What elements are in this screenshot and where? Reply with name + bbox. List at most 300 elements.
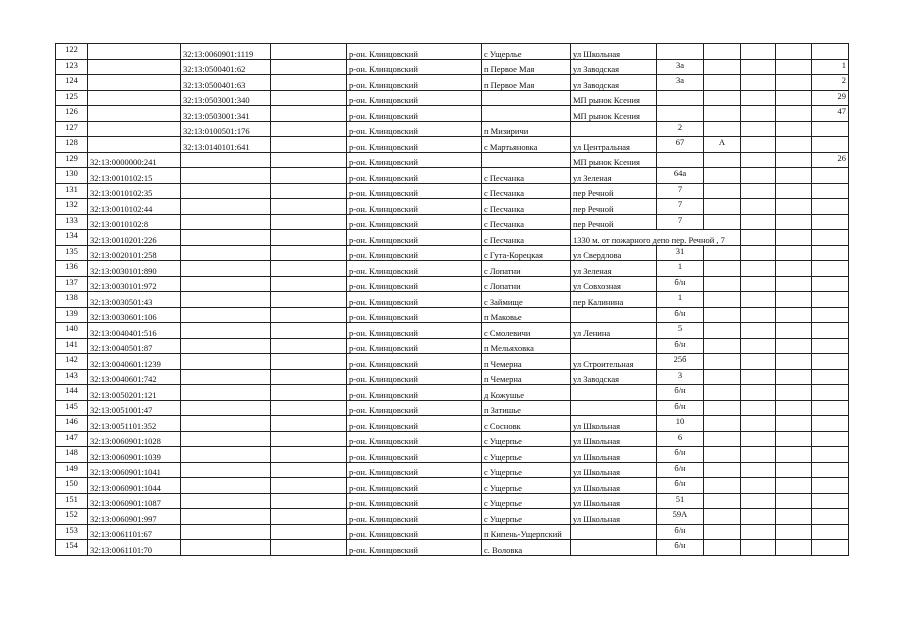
house-number-cell: б/н (657, 276, 704, 292)
house-letter-cell (704, 524, 741, 540)
cadastral-number-cell (88, 90, 181, 106)
street-cell: ул Школьная (571, 493, 657, 509)
street-cell: 1330 м. от пожарного депо пер. Речной , 7 (571, 230, 741, 246)
apartment-cell (812, 338, 849, 354)
empty-cell (271, 509, 347, 525)
table-row (56, 509, 849, 525)
street-cell (571, 338, 657, 354)
apartment-cell (812, 493, 849, 509)
house-letter-cell (704, 183, 741, 199)
building-cell (741, 59, 776, 75)
cadastral-number-alt-cell (181, 462, 271, 478)
empty-cell (776, 509, 812, 525)
cadastral-number-cell: 32:13:0060901:1087 (88, 493, 181, 509)
building-cell (741, 121, 776, 137)
empty-cell (776, 416, 812, 432)
building-cell (741, 338, 776, 354)
district-cell: р-он. Клинцовский (347, 447, 482, 463)
empty-cell (271, 199, 347, 215)
street-cell: пер Калинина (571, 292, 657, 308)
building-cell (741, 214, 776, 230)
cadastral-number-alt-cell (181, 168, 271, 184)
house-number-cell: 7 (657, 214, 704, 230)
building-cell (741, 44, 776, 60)
house-letter-cell (704, 261, 741, 277)
row-number-cell: 132 (56, 199, 88, 215)
house-number-cell: 3 (657, 369, 704, 385)
cadastral-number-cell: 32:13:0030101:890 (88, 261, 181, 277)
empty-cell (776, 276, 812, 292)
apartment-cell: 2 (812, 75, 849, 91)
street-cell: МП рынок Ксения (571, 152, 657, 168)
row-number-cell: 134 (56, 230, 88, 246)
locality-cell: с Ущерпье (482, 431, 571, 447)
street-cell: пер Речной (571, 183, 657, 199)
row-number-cell: 151 (56, 493, 88, 509)
row-number-cell: 133 (56, 214, 88, 230)
district-cell: р-он. Клинцовский (347, 230, 482, 246)
cadastral-number-cell: 32:13:0040401:516 (88, 323, 181, 339)
empty-cell (271, 323, 347, 339)
apartment-cell (812, 431, 849, 447)
building-cell (741, 199, 776, 215)
street-cell (571, 307, 657, 323)
empty-cell (776, 261, 812, 277)
empty-cell (271, 214, 347, 230)
house-number-cell: 67 (657, 137, 704, 153)
cadastral-number-cell: 32:13:0061101:67 (88, 524, 181, 540)
registry-table (55, 43, 849, 556)
street-cell: ул Школьная (571, 478, 657, 494)
apartment-cell: 29 (812, 90, 849, 106)
empty-cell (776, 75, 812, 91)
apartment-cell (812, 137, 849, 153)
building-cell (741, 307, 776, 323)
district-cell: р-он. Клинцовский (347, 385, 482, 401)
empty-cell (271, 524, 347, 540)
empty-cell (776, 121, 812, 137)
cadastral-number-alt-cell: 32:13:0500401:63 (181, 75, 271, 91)
building-cell (741, 416, 776, 432)
empty-cell (271, 462, 347, 478)
cadastral-number-cell: 32:13:0060901:1044 (88, 478, 181, 494)
empty-cell (271, 478, 347, 494)
building-cell (741, 152, 776, 168)
locality-cell: с Ущерпье (482, 493, 571, 509)
cadastral-number-cell (88, 59, 181, 75)
registry-table-body (56, 44, 849, 556)
street-cell: ул Школьная (571, 44, 657, 60)
cadastral-number-alt-cell (181, 276, 271, 292)
district-cell: р-он. Клинцовский (347, 152, 482, 168)
row-number-cell: 128 (56, 137, 88, 153)
empty-cell (271, 230, 347, 246)
table-row (56, 292, 849, 308)
cadastral-number-cell: 32:13:0060901:997 (88, 509, 181, 525)
empty-cell (271, 369, 347, 385)
apartment-cell (812, 245, 849, 261)
district-cell: р-он. Клинцовский (347, 90, 482, 106)
house-letter-cell (704, 400, 741, 416)
house-letter-cell (704, 106, 741, 122)
table-row (56, 276, 849, 292)
cadastral-number-cell: 32:13:0051001:47 (88, 400, 181, 416)
table-row (56, 183, 849, 199)
house-letter-cell (704, 276, 741, 292)
row-number-cell: 125 (56, 90, 88, 106)
locality-cell: с Песчанка (482, 214, 571, 230)
cadastral-number-alt-cell: 32:13:0503001:340 (181, 90, 271, 106)
house-letter-cell (704, 307, 741, 323)
cadastral-number-alt-cell (181, 416, 271, 432)
apartment-cell (812, 447, 849, 463)
building-cell (741, 276, 776, 292)
row-number-cell: 148 (56, 447, 88, 463)
empty-cell (776, 462, 812, 478)
empty-cell (271, 447, 347, 463)
empty-cell (271, 90, 347, 106)
row-number-cell: 124 (56, 75, 88, 91)
house-number-cell: 6 (657, 431, 704, 447)
cadastral-number-cell (88, 137, 181, 153)
cadastral-number-alt-cell (181, 338, 271, 354)
empty-cell (776, 493, 812, 509)
street-cell: ул Зеленая (571, 261, 657, 277)
table-row (56, 307, 849, 323)
house-number-cell: 10 (657, 416, 704, 432)
house-letter-cell: А (704, 137, 741, 153)
house-number-cell (657, 90, 704, 106)
table-row (56, 354, 849, 370)
row-number-cell: 141 (56, 338, 88, 354)
row-number-cell: 126 (56, 106, 88, 122)
locality-cell: с. Воловка (482, 540, 571, 556)
empty-cell (776, 245, 812, 261)
empty-cell (776, 90, 812, 106)
empty-cell (271, 292, 347, 308)
table-row (56, 400, 849, 416)
empty-cell (271, 307, 347, 323)
locality-cell: п Чемерна (482, 354, 571, 370)
cadastral-number-alt-cell (181, 261, 271, 277)
table-row (56, 199, 849, 215)
cadastral-number-cell (88, 121, 181, 137)
cadastral-number-cell: 32:13:0010102:15 (88, 168, 181, 184)
street-cell: ул Заводская (571, 369, 657, 385)
building-cell (741, 509, 776, 525)
apartment-cell (812, 292, 849, 308)
district-cell: р-он. Клинцовский (347, 400, 482, 416)
empty-cell (776, 524, 812, 540)
cadastral-number-cell: 32:13:0060901:1028 (88, 431, 181, 447)
apartment-cell (812, 369, 849, 385)
house-number-cell: б/н (657, 462, 704, 478)
locality-cell: д Кожушье (482, 385, 571, 401)
cadastral-number-alt-cell (181, 478, 271, 494)
apartment-cell (812, 416, 849, 432)
row-number-cell: 122 (56, 44, 88, 60)
empty-cell (776, 354, 812, 370)
locality-cell: п Мельяховка (482, 338, 571, 354)
cadastral-number-alt-cell (181, 230, 271, 246)
house-number-cell: 51 (657, 493, 704, 509)
street-cell: ул Свердлова (571, 245, 657, 261)
house-letter-cell (704, 323, 741, 339)
house-number-cell (657, 44, 704, 60)
empty-cell (271, 152, 347, 168)
table-row (56, 385, 849, 401)
cadastral-number-cell: 32:13:0010102:44 (88, 199, 181, 215)
house-number-cell: 31 (657, 245, 704, 261)
cadastral-number-cell: 32:13:0061101:70 (88, 540, 181, 556)
apartment-cell (812, 121, 849, 137)
house-number-cell: 64а (657, 168, 704, 184)
row-number-cell: 147 (56, 431, 88, 447)
cadastral-number-cell: 32:13:0060901:1041 (88, 462, 181, 478)
district-cell: р-он. Клинцовский (347, 168, 482, 184)
district-cell: р-он. Клинцовский (347, 75, 482, 91)
house-number-cell: 5 (657, 323, 704, 339)
house-number-cell: 1 (657, 261, 704, 277)
district-cell: р-он. Клинцовский (347, 137, 482, 153)
house-number-cell: б/н (657, 478, 704, 494)
house-number-cell: б/н (657, 540, 704, 556)
empty-cell (271, 75, 347, 91)
locality-cell: с Лопатни (482, 261, 571, 277)
locality-cell (482, 90, 571, 106)
empty-cell (271, 338, 347, 354)
house-letter-cell (704, 245, 741, 261)
cadastral-number-cell: 32:13:0040601:742 (88, 369, 181, 385)
apartment-cell (812, 276, 849, 292)
empty-cell (271, 183, 347, 199)
cadastral-number-alt-cell (181, 369, 271, 385)
table-row (56, 493, 849, 509)
empty-cell (271, 261, 347, 277)
locality-cell: с Ущерлье (482, 44, 571, 60)
table-row (56, 59, 849, 75)
table-row (56, 462, 849, 478)
table-row (56, 137, 849, 153)
apartment-cell: 1 (812, 59, 849, 75)
house-letter-cell (704, 478, 741, 494)
empty-cell (776, 44, 812, 60)
building-cell (741, 524, 776, 540)
empty-cell (776, 400, 812, 416)
empty-cell (271, 385, 347, 401)
locality-cell: с Ущерпье (482, 462, 571, 478)
cadastral-number-cell: 32:13:0020101:258 (88, 245, 181, 261)
locality-cell: с Ущерпье (482, 478, 571, 494)
house-number-cell: 3а (657, 75, 704, 91)
house-letter-cell (704, 509, 741, 525)
building-cell (741, 493, 776, 509)
table-row (56, 447, 849, 463)
district-cell: р-он. Клинцовский (347, 493, 482, 509)
district-cell: р-он. Клинцовский (347, 462, 482, 478)
building-cell (741, 106, 776, 122)
apartment-cell (812, 323, 849, 339)
table-row (56, 168, 849, 184)
building-cell (741, 369, 776, 385)
empty-cell (271, 400, 347, 416)
apartment-cell (812, 385, 849, 401)
cadastral-number-cell: 32:13:0030501:43 (88, 292, 181, 308)
cadastral-number-alt-cell: 32:13:0060901:1119 (181, 44, 271, 60)
empty-cell (271, 137, 347, 153)
empty-cell (776, 385, 812, 401)
locality-cell (482, 106, 571, 122)
house-number-cell: б/н (657, 385, 704, 401)
cadastral-number-cell: 32:13:0050201:121 (88, 385, 181, 401)
district-cell: р-он. Клинцовский (347, 214, 482, 230)
row-number-cell: 137 (56, 276, 88, 292)
building-cell (741, 168, 776, 184)
street-cell: ул Центральная (571, 137, 657, 153)
row-number-cell: 130 (56, 168, 88, 184)
locality-cell: с Мартьяновка (482, 137, 571, 153)
cadastral-number-alt-cell (181, 447, 271, 463)
house-number-cell (657, 152, 704, 168)
cadastral-number-cell: 32:13:0060901:1039 (88, 447, 181, 463)
locality-cell: п Затишье (482, 400, 571, 416)
empty-cell (271, 416, 347, 432)
house-number-cell: б/н (657, 447, 704, 463)
building-cell (741, 137, 776, 153)
street-cell: ул Школьная (571, 462, 657, 478)
empty-cell (776, 137, 812, 153)
house-letter-cell (704, 354, 741, 370)
street-cell: ул Зеленая (571, 168, 657, 184)
house-letter-cell (704, 540, 741, 556)
apartment-cell (812, 307, 849, 323)
district-cell: р-он. Клинцовский (347, 59, 482, 75)
house-number-cell: б/н (657, 400, 704, 416)
house-letter-cell (704, 59, 741, 75)
row-number-cell: 140 (56, 323, 88, 339)
table-row (56, 121, 849, 137)
empty-cell (776, 338, 812, 354)
row-number-cell: 136 (56, 261, 88, 277)
district-cell: р-он. Клинцовский (347, 540, 482, 556)
cadastral-number-alt-cell: 32:13:0140101:641 (181, 137, 271, 153)
apartment-cell (812, 509, 849, 525)
table-row (56, 540, 849, 556)
street-cell: ул Школьная (571, 447, 657, 463)
apartment-cell: 26 (812, 152, 849, 168)
empty-cell (271, 59, 347, 75)
table-row (56, 106, 849, 122)
street-cell: ул Строительная (571, 354, 657, 370)
district-cell: р-он. Клинцовский (347, 509, 482, 525)
row-number-cell: 146 (56, 416, 88, 432)
empty-cell (271, 540, 347, 556)
house-letter-cell (704, 493, 741, 509)
apartment-cell (812, 354, 849, 370)
cadastral-number-cell (88, 75, 181, 91)
street-cell: ул Школьная (571, 416, 657, 432)
cadastral-number-alt-cell (181, 540, 271, 556)
house-number-cell: 2 (657, 121, 704, 137)
district-cell: р-он. Клинцовский (347, 307, 482, 323)
table-row (56, 152, 849, 168)
table-row (56, 90, 849, 106)
house-letter-cell (704, 168, 741, 184)
empty-cell (776, 214, 812, 230)
cadastral-number-alt-cell (181, 524, 271, 540)
cadastral-number-alt-cell (181, 431, 271, 447)
cadastral-number-alt-cell (181, 307, 271, 323)
house-number-cell: б/н (657, 524, 704, 540)
house-letter-cell (704, 385, 741, 401)
empty-cell (271, 44, 347, 60)
empty-cell (776, 447, 812, 463)
empty-cell (776, 323, 812, 339)
district-cell: р-он. Клинцовский (347, 354, 482, 370)
building-cell (741, 540, 776, 556)
cadastral-number-alt-cell (181, 509, 271, 525)
house-letter-cell (704, 44, 741, 60)
locality-cell: п Мизиричи (482, 121, 571, 137)
district-cell: р-он. Клинцовский (347, 431, 482, 447)
empty-cell (776, 292, 812, 308)
apartment-cell (812, 261, 849, 277)
locality-cell: п Первое Мая (482, 75, 571, 91)
house-letter-cell (704, 369, 741, 385)
street-cell: МП рынок Ксения (571, 106, 657, 122)
building-cell (741, 75, 776, 91)
street-cell: ул Заводская (571, 75, 657, 91)
street-cell: ул Школьная (571, 431, 657, 447)
cadastral-number-alt-cell (181, 292, 271, 308)
cadastral-number-cell: 32:13:0040601:1239 (88, 354, 181, 370)
cadastral-number-alt-cell (181, 152, 271, 168)
cadastral-number-alt-cell (181, 214, 271, 230)
empty-cell (776, 199, 812, 215)
street-cell: ул Совхозная (571, 276, 657, 292)
cadastral-number-cell: 32:13:0030601:106 (88, 307, 181, 323)
cadastral-number-cell: 32:13:0010102:35 (88, 183, 181, 199)
house-number-cell: 1 (657, 292, 704, 308)
street-cell (571, 121, 657, 137)
row-number-cell: 153 (56, 524, 88, 540)
row-number-cell: 139 (56, 307, 88, 323)
street-cell: ул Заводская (571, 59, 657, 75)
cadastral-number-alt-cell (181, 354, 271, 370)
locality-cell: с Сосновк (482, 416, 571, 432)
cadastral-number-alt-cell: 32:13:0500401:62 (181, 59, 271, 75)
table-row (56, 214, 849, 230)
house-letter-cell (704, 416, 741, 432)
building-cell (741, 354, 776, 370)
table-row (56, 44, 849, 60)
house-letter-cell (704, 75, 741, 91)
empty-cell (776, 540, 812, 556)
locality-cell (482, 152, 571, 168)
street-cell: ул Ленина (571, 323, 657, 339)
district-cell: р-он. Клинцовский (347, 276, 482, 292)
apartment-cell (812, 400, 849, 416)
table-row (56, 416, 849, 432)
locality-cell: с Лопатни (482, 276, 571, 292)
district-cell: р-он. Клинцовский (347, 121, 482, 137)
locality-cell: с Гута-Корецкая (482, 245, 571, 261)
district-cell: р-он. Клинцовский (347, 292, 482, 308)
empty-cell (776, 106, 812, 122)
table-row (56, 431, 849, 447)
house-letter-cell (704, 90, 741, 106)
row-number-cell: 129 (56, 152, 88, 168)
